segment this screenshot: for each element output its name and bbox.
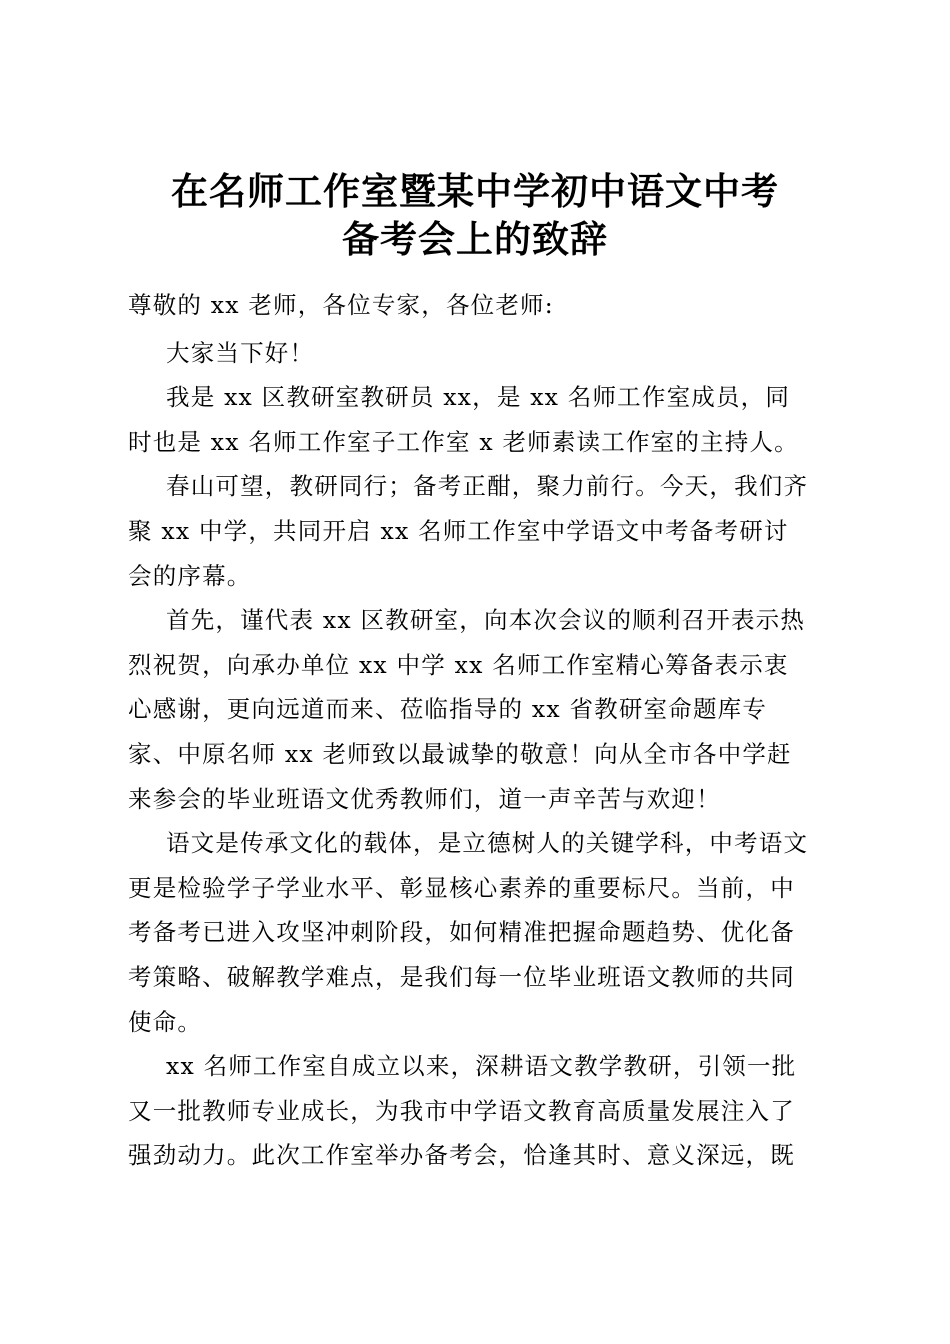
greeting: 大家当下好！ [166, 339, 315, 367]
document-title-line-2: 备考会上的致辞 [342, 218, 608, 261]
paragraph-line: xx 名师工作室自成立以来，深耕语文教学教研，引领一批 [166, 1052, 797, 1080]
paragraph-line: 会的序幕。 [128, 562, 252, 590]
paragraph-line: 考策略、破解教学难点，是我们每一位毕业班语文教师的共同 [128, 963, 795, 991]
paragraph-line: 又一批教师专业成长，为我市中学语文教育高质量发展注入了 [128, 1097, 795, 1125]
paragraph-line: 春山可望，教研同行；备考正酣，聚力前行。今天，我们齐 [166, 472, 809, 500]
paragraph-line: 首先，谨代表 xx 区教研室，向本次会议的顺利召开表示热 [166, 606, 806, 634]
paragraph-line: 强劲动力。此次工作室举办备考会，恰逢其时、意义深远，既 [128, 1141, 795, 1169]
document-title-line-1: 在名师工作室暨某中学初中语文中考 [171, 170, 779, 213]
paragraph-line: 聚 xx 中学，共同开启 xx 名师工作室中学语文中考备考研讨 [128, 517, 789, 545]
paragraph-line: 我是 xx 区教研室教研员 xx，是 xx 名师工作室成员，同 [166, 383, 791, 411]
paragraph-line: 来参会的毕业班语文优秀教师们，道一声辛苦与欢迎！ [128, 785, 721, 813]
paragraph-line: 语文是传承文化的载体，是立德树人的关键学科，中考语文 [166, 829, 809, 857]
paragraph-line: 更是检验学子学业水平、彰显核心素养的重要标尺。当前，中 [128, 874, 795, 902]
paragraph-line: 心感谢，更向远道而来、莅临指导的 xx 省教研室命题库专 [128, 695, 768, 723]
paragraph-line: 使命。 [128, 1008, 203, 1036]
paragraph-line: 时也是 xx 名师工作室子工作室 x 老师素读工作室的主持人。 [128, 428, 799, 456]
salutation: 尊敬的 xx 老师，各位专家，各位老师: [128, 291, 554, 319]
paragraph-line: 烈祝贺，向承办单位 xx 中学 xx 名师工作室精心筹备表示衷 [128, 651, 789, 679]
paragraph-line: 家、中原名师 xx 老师致以最诚挚的敬意！向从全市各中学赶 [128, 740, 792, 768]
paragraph-line: 考备考已进入攻坚冲刺阶段，如何精准把握命题趋势、优化备 [128, 918, 795, 946]
